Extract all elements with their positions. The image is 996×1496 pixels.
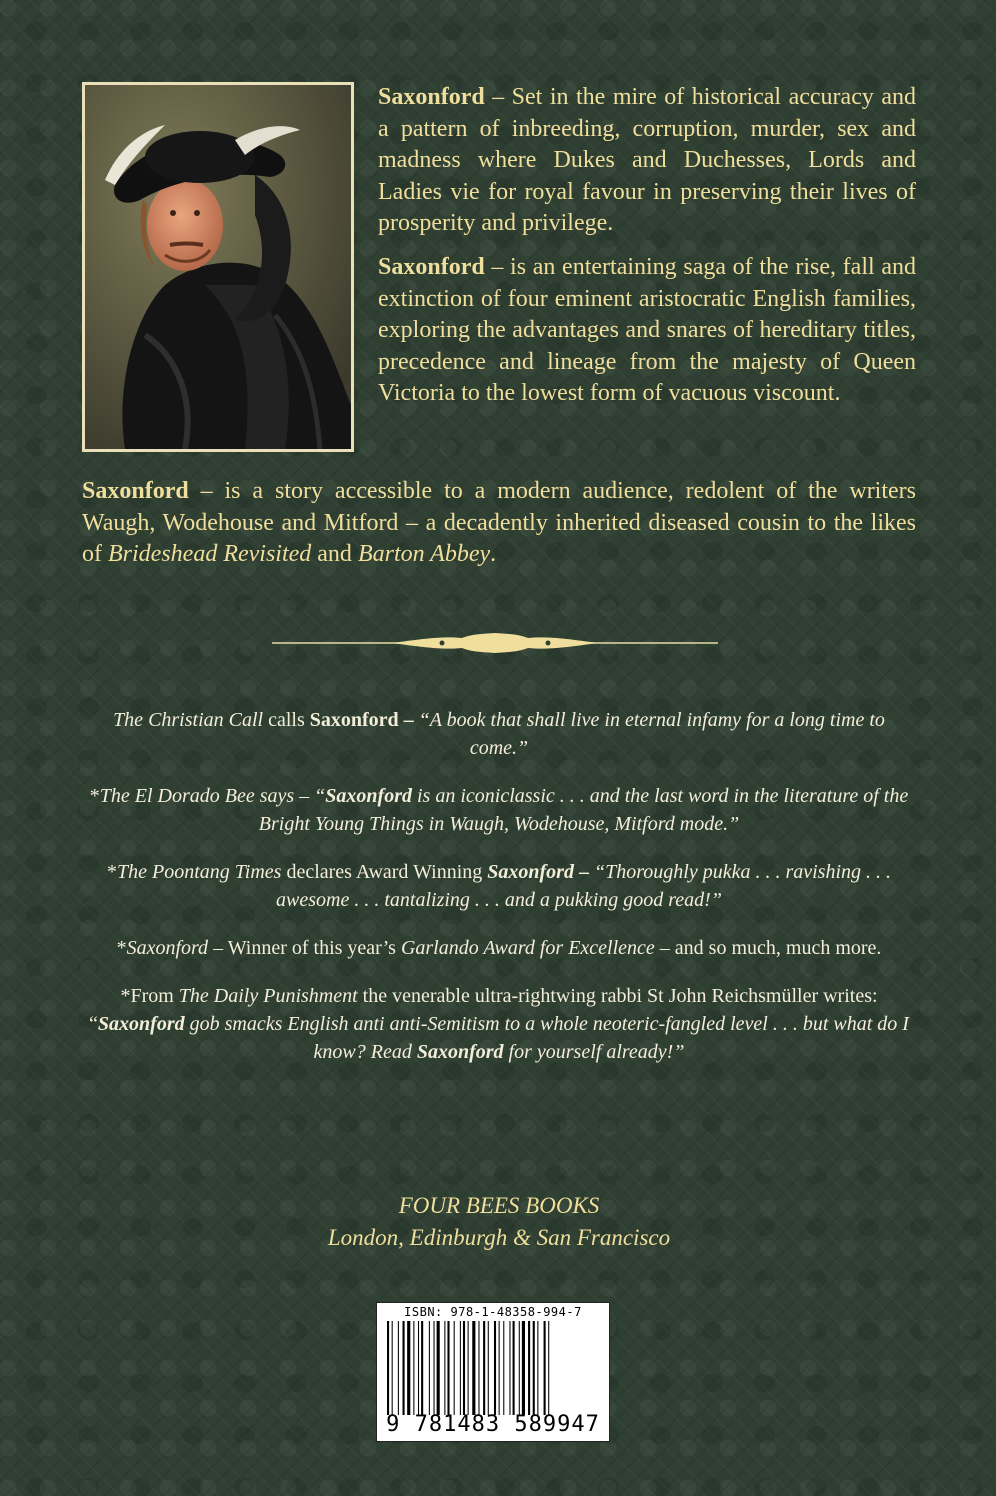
barcode-bar <box>548 1321 549 1415</box>
barcode-bar <box>494 1321 496 1415</box>
dash: – <box>573 861 594 883</box>
asterisk: * <box>116 937 127 959</box>
barcode-bar <box>444 1321 445 1415</box>
book-title: Saxonford <box>487 861 574 883</box>
barcode-bar <box>544 1321 546 1415</box>
review-christian-call <box>82 706 916 762</box>
review-el-dorado-bee <box>82 782 916 838</box>
review-source: The Poontang Times <box>116 861 282 883</box>
review-source: The Daily Punishment <box>178 985 358 1007</box>
barcode-bar <box>478 1321 479 1415</box>
ornamental-divider <box>272 628 718 658</box>
barcode-bar <box>503 1321 504 1415</box>
award-name: Garlando Award for Excellence <box>400 937 655 959</box>
barcode-bar <box>528 1321 530 1415</box>
asterisk: * <box>106 861 117 883</box>
barcode-digits: 9 781483 589947 <box>386 1412 600 1437</box>
review-source: The Christian Call <box>113 709 264 731</box>
conjunction: and <box>311 541 358 568</box>
book-title: Saxonford <box>378 84 485 110</box>
intro-text-1: – Set in the mire of historical accuracy and a pattern of inbreeding, corruption, murder, sex and madness where Dukes and Duchesses, Lords and Ladies vie for royal favour in preserving their lives of prosperity and privilege. <box>378 84 916 237</box>
barcode-bar <box>421 1321 423 1415</box>
publisher-cities: London, Edinburgh & San Francisco <box>327 1225 671 1250</box>
isbn-barcode <box>376 1302 610 1442</box>
book-title: Saxonford <box>82 478 189 504</box>
isbn-label: ISBN: 978-1-48358-994-7 <box>404 1305 582 1319</box>
intro-text-3: – is a story accessible to a modern audience, redolent of the writers Waugh, Wodehouse and Mitford – a decadently inherited diseased cousin to the likes of <box>82 478 916 568</box>
intro-paragraph-3 <box>82 476 916 571</box>
barcode-bar <box>398 1321 399 1415</box>
award-text: – Winner of this year’s <box>208 937 401 959</box>
book-title: Saxonford <box>378 253 485 280</box>
review-intro: the venerable ultra-rightwing rabbi St John Reichsmüller writes: “ <box>89 985 878 1035</box>
barcode-bar <box>537 1321 538 1415</box>
review-prefix: *From <box>120 985 179 1007</box>
book-title: Saxonford <box>309 709 399 731</box>
barcode-bars <box>387 1321 599 1415</box>
barcode-bar <box>403 1321 405 1415</box>
barcode-bar <box>418 1321 419 1415</box>
award-note <box>82 934 916 962</box>
book-title: Saxonford <box>416 1041 504 1063</box>
book-title: Saxonford <box>126 937 209 959</box>
barcode-bar <box>387 1321 389 1415</box>
book-title: Saxonford <box>97 1013 185 1035</box>
review-verb: calls <box>263 709 310 731</box>
intro-paragraph-1 <box>378 82 916 240</box>
period: . <box>490 541 497 568</box>
barcode-bar <box>454 1321 455 1415</box>
dash: – <box>398 709 419 731</box>
book-reference-1: Brideshead Revisited <box>108 541 312 568</box>
barcode-bar <box>509 1321 510 1415</box>
barcode-bar <box>429 1321 430 1415</box>
review-verb: declares Award Winning <box>281 861 488 883</box>
award-text-end: – and so much, much more. <box>654 937 882 959</box>
asterisk: * <box>89 785 100 807</box>
review-daily-punishment <box>82 982 916 1066</box>
review-quote-end: for yourself already!” <box>503 1041 685 1063</box>
barcode-bar <box>463 1321 465 1415</box>
barcode-bar <box>483 1321 485 1415</box>
book-reference-2: Barton Abbey <box>357 541 491 568</box>
review-poontang-times <box>82 858 916 914</box>
review-quote: “Thoroughly pukka . . . ravishing . . . awesome . . . tantalizing . . . and a pukking good read!” <box>276 861 891 911</box>
barcode-bar <box>447 1321 449 1415</box>
barcode-bar <box>468 1321 469 1415</box>
cavalier-portrait-illustration <box>85 85 351 449</box>
barcode-bar <box>413 1321 414 1415</box>
barcode-bar <box>407 1321 410 1415</box>
review-quote: “A book that shall live in eternal infamy for a long time to come.” <box>418 709 885 759</box>
barcode-bar <box>460 1321 461 1415</box>
barcode-bar <box>437 1321 440 1415</box>
barcode-bar <box>513 1321 515 1415</box>
review-quote: is an iconiclassic . . . and the last word in the literature of the Bright Young Things in Waugh, Wodehouse, Mitford mode.” <box>258 785 909 835</box>
barcode-bar <box>472 1321 475 1415</box>
portrait-image <box>82 82 354 452</box>
review-quote: gob smacks English anti anti-Semitism to a whole neoteric-fangled level . . . but what do I know? Read <box>184 1013 909 1063</box>
intro-paragraph-2 <box>378 252 916 410</box>
barcode-bar <box>392 1321 393 1415</box>
barcode-bar <box>522 1321 525 1415</box>
barcode-bar <box>533 1321 535 1415</box>
barcode-bar <box>434 1321 435 1415</box>
publisher-block <box>82 1190 916 1254</box>
publisher-name: FOUR BEES BOOKS <box>398 1193 600 1218</box>
intro-text-2: – is an entertaining saga of the rise, fall and extinction of four eminent aristocratic English families, exploring the advantages and snares of hereditary titles, precedence and lineage from the majesty of Queen Victoria to the lowest form of vacuous viscount. <box>378 253 916 407</box>
review-source: The El Dorado Bee says – “ <box>99 785 326 807</box>
barcode-bar <box>519 1321 520 1415</box>
barcode-bar <box>488 1321 489 1415</box>
book-title: Saxonford <box>325 785 412 807</box>
barcode-bar <box>499 1321 500 1415</box>
